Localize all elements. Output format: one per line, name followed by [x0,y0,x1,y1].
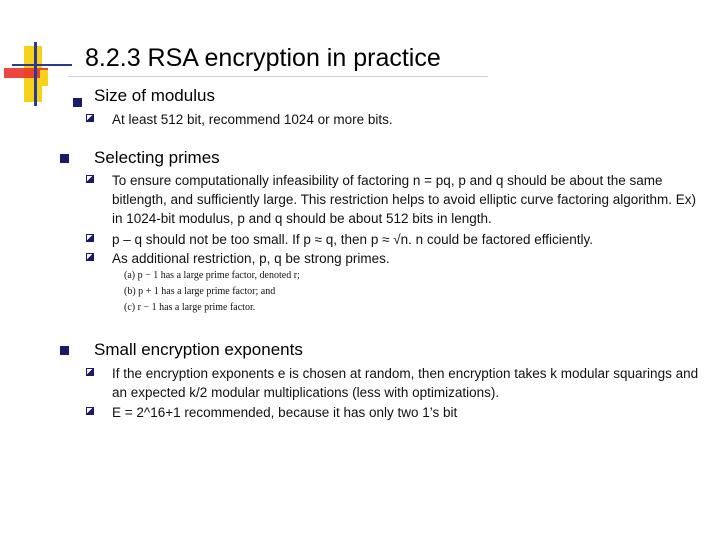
list-item-text: As additional restriction, p, q be strong primes. [112,251,390,266]
section-heading-primes: Selecting primes [94,148,220,167]
section-heading-exponents: Small encryption exponents [94,340,303,359]
section-bullet [60,346,69,355]
sub-bullet-icon [86,175,94,183]
sub-bullet-icon [86,407,94,415]
section-heading-modulus: Size of modulus [94,86,215,105]
sub-bullet-icon [86,368,94,376]
sub-bullet-icon [86,253,94,261]
list-item-text: p – q should not be too small. If p ≈ q, then p ≈ √n. n could be factored efficiently. [112,232,594,247]
list-item-text: At least 512 bit, recommend 1024 or more bits. [112,112,393,127]
list-item-text: E = 2^16+1 recommended, because it has only two 1’s bit [112,405,458,420]
list-item-text: To ensure computationally infeasibility of factoring n = pq, p and q should be about the same bitlength, and sufficiently large. This restriction helps to avoid elliptic curve factoring algorithm. Ex) in 1024-bit modulus, p and q should be about 512 bits in length. [112,173,697,226]
list-item-text: If the encryption exponents e is chosen at random, then encryption takes k modular squarings and an expected k/2 modular multiplications (less with optimizations). [112,366,699,400]
slide-title: 8.2.3 RSA encryption in practice [85,44,441,72]
sub-bullet-icon [86,114,94,122]
condition-b: (b) p + 1 has a large prime factor; and [124,286,276,297]
condition-a: (a) p − 1 has a large prime factor, denoted r; [124,270,300,281]
section-bullet [60,154,69,163]
condition-c: (c) r − 1 has a large prime factor. [124,302,256,313]
sub-bullet-icon [86,234,94,242]
strong-prime-conditions [124,268,300,316]
section-bullet [73,98,82,107]
